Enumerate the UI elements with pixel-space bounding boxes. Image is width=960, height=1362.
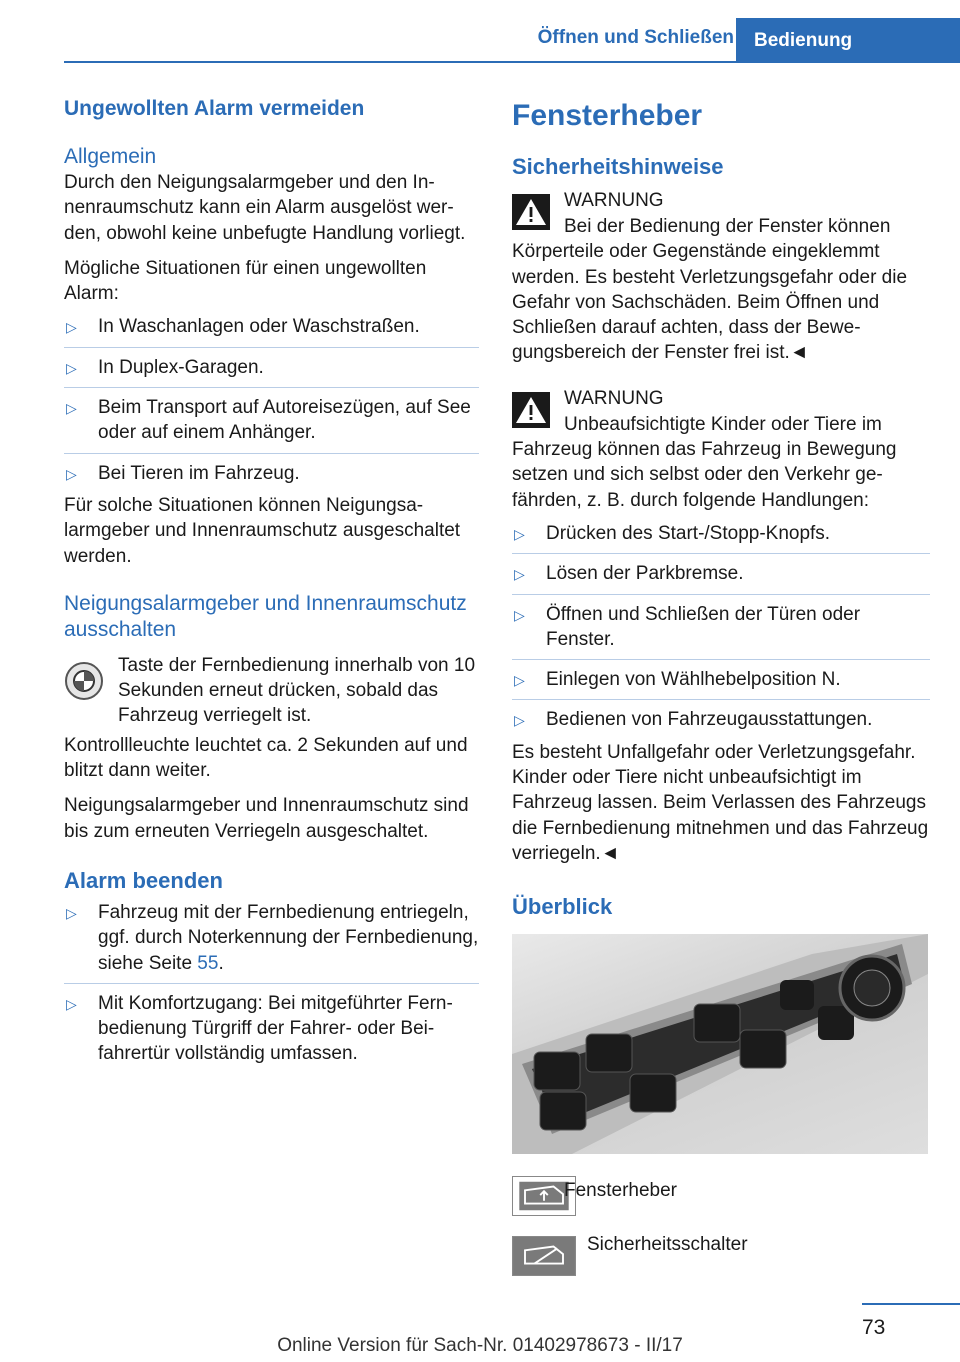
heading-allgemein: Allgemein: [64, 145, 157, 168]
triangle-bullet-icon: ▷: [514, 566, 525, 583]
paragraph: Für solche Situationen können Neigungsalarmgeber und Innenraumschutz ausgeschaltet werden.: [64, 494, 461, 567]
page-number: 73: [862, 1316, 886, 1339]
list-item: ▷ Fahrzeug mit der Fernbedienung entriegeln, ggf. durch Noterkennung der Fernbedienung, siehe Seite 55.: [64, 900, 479, 984]
page-reference-link[interactable]: 55: [197, 952, 219, 974]
remote-key-note: [64, 653, 479, 729]
warning-text: Körperteile oder Gegenstände eingeklemmt werden. Es besteht Verletzungsgefahr oder die Gefahr von Sachschäden. Beim Öffnen und Schließen darauf achten, dass der Bewegungsbereich der Fenster frei ist.◄: [512, 241, 908, 364]
situation-list: [64, 314, 479, 492]
safety-switch-icon: [512, 1236, 576, 1276]
heading-ausschalten: Neigungsalarmgeber und Innenraumschutz ausschalten: [64, 591, 467, 641]
list-item: ▷ Öffnen und Schließen der Türen oder Fenster.: [512, 602, 930, 661]
triangle-bullet-icon: ▷: [514, 606, 525, 623]
heading-sicherheitshinweise: Sicherheitshinweise: [512, 154, 724, 179]
warning-triangle-icon: [512, 392, 550, 428]
left-column: [64, 96, 479, 1074]
triangle-bullet-icon: ▷: [66, 319, 77, 336]
paragraph: Kontrollleuchte leuchtet ca. 2 Sekunden auf und blitzt dann weiter.: [64, 734, 468, 782]
warning-text: Fahrzeug können das Fahrzeug in Bewegung setzen und sich selbst oder den Verkehr gefährden, z. B. durch folgende Handlungen:: [512, 439, 897, 511]
paragraph: Neigungsalarmgeber und Innenraumschutz sind bis zum erneuten Verriegeln ausgeschaltet.: [64, 795, 469, 842]
list-item: ▷ In Duplex-Garagen.: [64, 355, 479, 388]
heading-fensterheber: Fensterheber: [512, 99, 703, 132]
window-switch-photo: [512, 934, 928, 1154]
header-rule: [64, 61, 960, 63]
list-item: ▷ Bei Tieren im Fahrzeug.: [64, 461, 479, 493]
header-section-title: Öffnen und Schließen: [537, 27, 734, 48]
alarm-end-list: [64, 900, 479, 1074]
paragraph: Taste der Fernbedienung innerhalb von 10 Sekunden erneut drücken, sobald das Fahrzeug verriegelt ist.: [118, 654, 476, 727]
legend-row: [512, 1176, 930, 1236]
warning-block: [512, 386, 930, 513]
triangle-bullet-icon: ▷: [66, 904, 77, 921]
triangle-bullet-icon: ▷: [66, 995, 77, 1012]
triangle-bullet-icon: ▷: [514, 525, 525, 542]
warning-text: Bei der Bedienung der Fenster können: [564, 216, 891, 237]
heading-beenden: Alarm beenden: [64, 867, 223, 893]
triangle-bullet-icon: ▷: [66, 400, 77, 417]
footer-text: Online Version für Sach-Nr. 01402978673 - II/17: [277, 1335, 683, 1356]
danger-actions-list: [512, 521, 930, 740]
header-tab: Bedienung: [736, 18, 960, 63]
paragraph: Es besteht Unfallgefahr oder Verletzungsgefahr. Kinder oder Tiere nicht unbeaufsichtigt im Fahrzeug lassen. Beim Verlassen des Fahrzeugs die Fernbedienung mitnehmen und das Fahrzeug verriegeln.◄: [512, 741, 929, 864]
list-item: ▷ Einlegen von Wählhebelposition N.: [512, 667, 930, 700]
legend-label: Fensterheber: [564, 1180, 678, 1202]
list-item: ▷ In Waschanlagen oder Waschstraßen.: [64, 314, 479, 347]
triangle-bullet-icon: ▷: [514, 672, 525, 689]
warning-label: WARNUNG: [564, 387, 664, 409]
list-item: ▷ Beim Transport auf Autoreisezügen, auf See oder auf einem Anhänger.: [64, 395, 479, 454]
list-item: ▷ Drücken des Start-/Stopp-Knopfs.: [512, 521, 930, 554]
triangle-bullet-icon: ▷: [66, 465, 77, 482]
triangle-bullet-icon: ▷: [514, 712, 525, 729]
list-item: ▷ Mit Komfortzugang: Bei mitgeführter Fernbedienung Türgriff der Fahrer- oder Beifahrertür vollständig umfassen.: [66, 992, 453, 1065]
legend-row: [512, 1236, 930, 1296]
window-switch-panel-illustration: [512, 934, 928, 1154]
warning-text: Unbeaufsichtigte Kinder oder Tiere im: [564, 413, 882, 435]
paragraph: Mögliche Situationen für einen ungewollten Alarm:: [64, 257, 427, 305]
warning-block: [512, 188, 930, 366]
heading-alarm: Ungewollten Alarm vermeiden: [64, 97, 365, 120]
list-item: ▷ Bedienen von Fahrzeugausstattungen.: [512, 707, 930, 739]
footer-rule: [862, 1303, 960, 1305]
paragraph: Durch den Neigungsalarmgeber und den Innenraumschutz kann ein Alarm ausgelöst werden, obwohl keine unbefugte Handlung vorliegt.: [64, 172, 466, 244]
heading-ueberblick: Überblick: [512, 894, 613, 920]
bmw-remote-key-icon: [64, 661, 104, 701]
list-item: ▷ Lösen der Parkbremse.: [512, 561, 930, 594]
right-column: [512, 96, 930, 1296]
triangle-bullet-icon: ▷: [66, 359, 77, 376]
warning-triangle-icon: [512, 194, 550, 230]
legend-label: Sicherheitsschalter: [587, 1234, 748, 1256]
warning-label: WARNUNG: [564, 190, 664, 211]
